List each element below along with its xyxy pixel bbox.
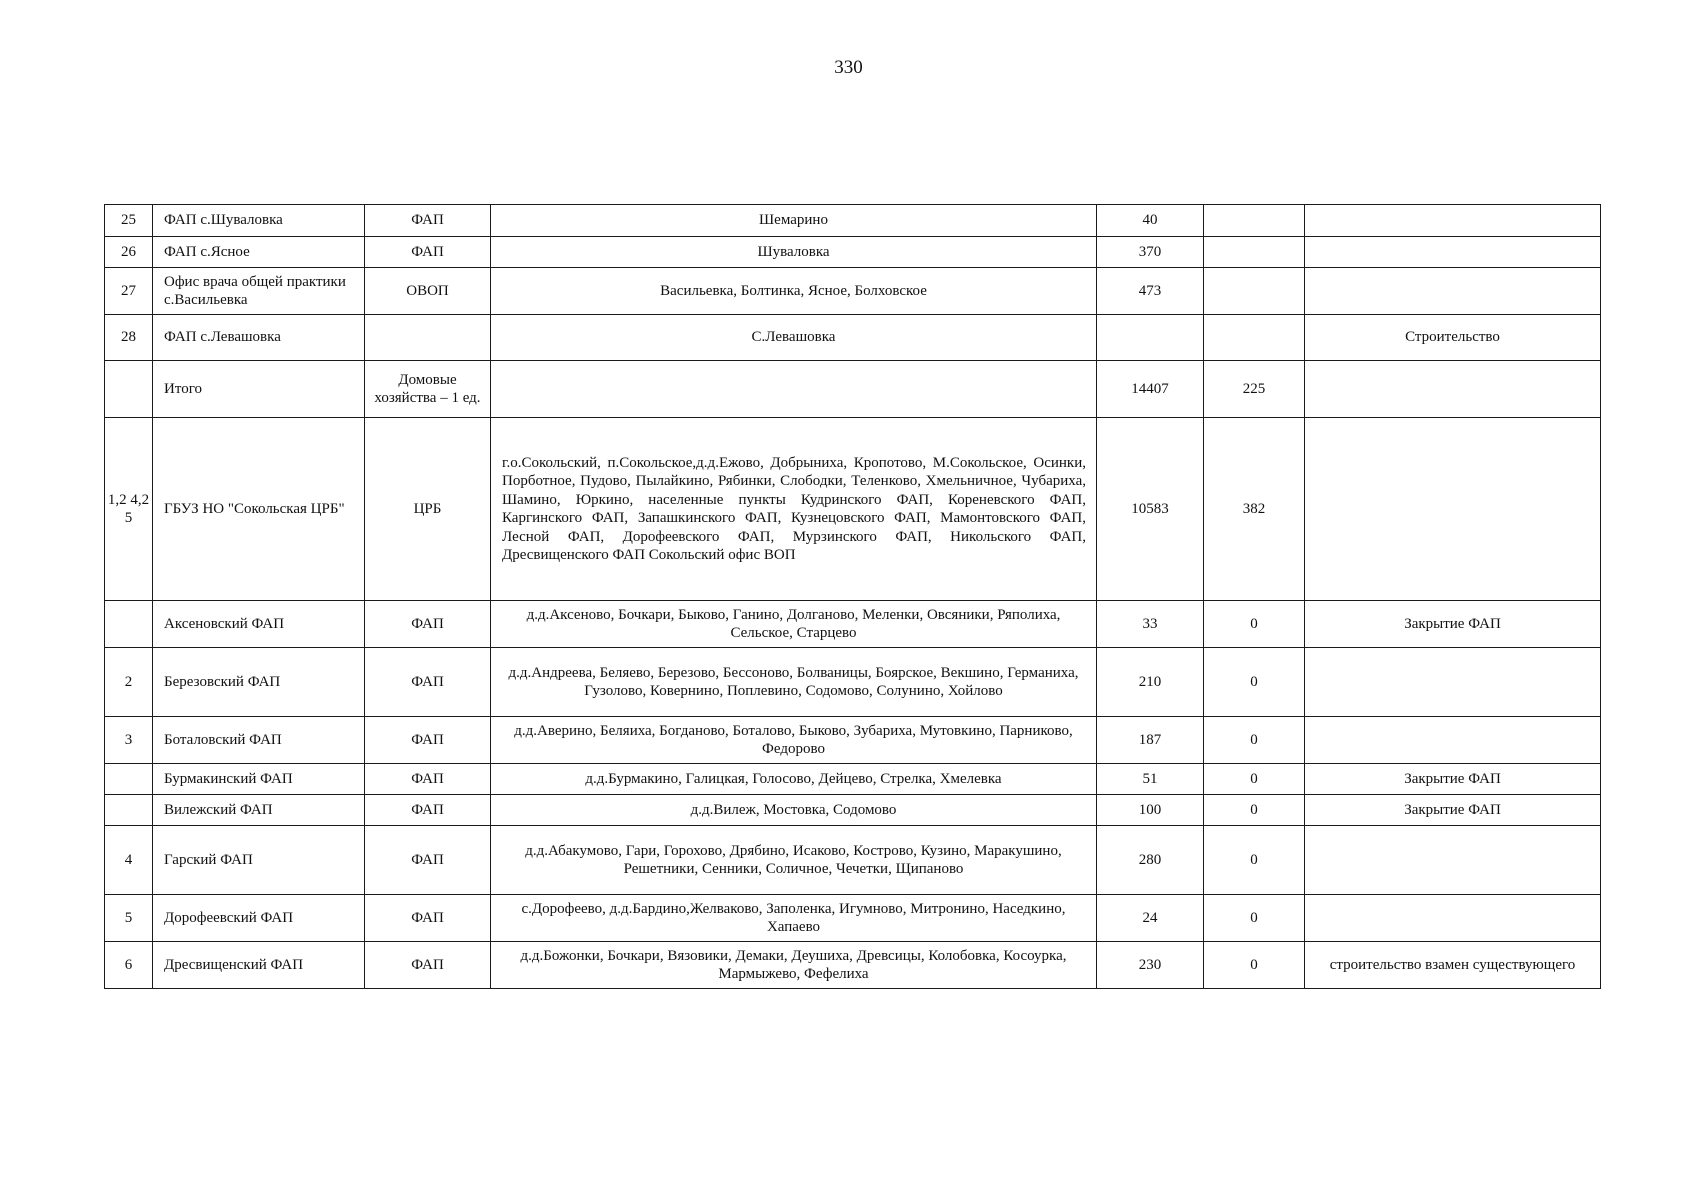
facility-type-cell: ФАП (365, 717, 491, 764)
value-cell: 0 (1204, 601, 1305, 648)
population-cell: 51 (1097, 764, 1204, 795)
value-cell: 0 (1204, 942, 1305, 989)
note-cell (1305, 648, 1601, 717)
row-number-cell: 25 (105, 205, 153, 237)
service-area-cell: Васильевка, Болтинка, Ясное, Болховское (491, 268, 1097, 315)
facility-name-cell: ФАП с.Ясное (153, 237, 365, 268)
value-cell: 0 (1204, 895, 1305, 942)
value-cell: 0 (1204, 764, 1305, 795)
value-cell (1204, 205, 1305, 237)
facilities-table (104, 204, 1601, 989)
row-number-cell (105, 795, 153, 826)
facility-type-cell: ОВОП (365, 268, 491, 315)
table-row (105, 361, 1601, 418)
population-cell: 10583 (1097, 418, 1204, 601)
note-cell: Закрытие ФАП (1305, 795, 1601, 826)
service-area-cell: д.д.Бурмакино, Галицкая, Голосово, Дейцево, Стрелка, Хмелевка (491, 764, 1097, 795)
facility-name-cell: ГБУЗ НО "Сокольская ЦРБ" (153, 418, 365, 601)
facility-type-cell: ФАП (365, 648, 491, 717)
facility-type-cell: ФАП (365, 795, 491, 826)
note-cell: строительство взамен существующего (1305, 942, 1601, 989)
table-row (105, 315, 1601, 361)
population-cell: 210 (1097, 648, 1204, 717)
facility-name-cell: ФАП с.Шуваловка (153, 205, 365, 237)
service-area-cell: Шуваловка (491, 237, 1097, 268)
value-cell: 0 (1204, 795, 1305, 826)
table-row (105, 648, 1601, 717)
note-cell (1305, 268, 1601, 315)
service-area-cell: С.Левашовка (491, 315, 1097, 361)
page-number: 330 (834, 57, 863, 78)
table-row (105, 826, 1601, 895)
facility-name-cell: Вилежский ФАП (153, 795, 365, 826)
note-cell (1305, 717, 1601, 764)
note-cell (1305, 361, 1601, 418)
note-cell (1305, 205, 1601, 237)
table-row (105, 205, 1601, 237)
table-row (105, 895, 1601, 942)
population-cell: 33 (1097, 601, 1204, 648)
value-cell: 0 (1204, 717, 1305, 764)
facility-name-cell: Аксеновский ФАП (153, 601, 365, 648)
facility-type-cell: ФАП (365, 942, 491, 989)
row-number-cell: 1,2 4,2 5 (105, 418, 153, 601)
facility-name-cell: ФАП с.Левашовка (153, 315, 365, 361)
note-cell (1305, 895, 1601, 942)
table-row (105, 237, 1601, 268)
population-cell: 100 (1097, 795, 1204, 826)
table-row (105, 268, 1601, 315)
facility-name-cell: Бурмакинский ФАП (153, 764, 365, 795)
row-number-cell: 6 (105, 942, 153, 989)
row-number-cell: 26 (105, 237, 153, 268)
facility-name-cell: Офис врача общей практики с.Васильевка (153, 268, 365, 315)
row-number-cell (105, 764, 153, 795)
table-row (105, 942, 1601, 989)
value-cell (1204, 315, 1305, 361)
facility-name-cell: Березовский ФАП (153, 648, 365, 717)
service-area-cell: д.д.Божонки, Бочкари, Вязовики, Демаки, Деушиха, Древсицы, Колобовка, Косоурка, Мармыжево, Фефелиха (491, 942, 1097, 989)
note-cell: Строительство (1305, 315, 1601, 361)
population-cell: 280 (1097, 826, 1204, 895)
note-cell: Закрытие ФАП (1305, 764, 1601, 795)
row-number-cell (105, 361, 153, 418)
row-number-cell: 5 (105, 895, 153, 942)
population-cell: 40 (1097, 205, 1204, 237)
population-cell: 473 (1097, 268, 1204, 315)
value-cell: 0 (1204, 648, 1305, 717)
population-cell (1097, 315, 1204, 361)
value-cell: 0 (1204, 826, 1305, 895)
service-area-cell: д.д.Аксеново, Бочкари, Быково, Ганино, Долганово, Меленки, Овсяники, Ряполиха, Сельское, Старцево (491, 601, 1097, 648)
service-area-cell: д.д.Аверино, Беляиха, Богданово, Боталово, Быково, Зубариха, Мутовкино, Парниково, Федорово (491, 717, 1097, 764)
table-row (105, 795, 1601, 826)
facility-name-cell: Дорофеевский ФАП (153, 895, 365, 942)
facility-type-cell: ФАП (365, 205, 491, 237)
service-area-cell: д.д.Абакумово, Гари, Горохово, Дрябино, Исаково, Кострово, Кузино, Маракушино, Решетники, Сенники, Соличное, Чечетки, Щипаново (491, 826, 1097, 895)
row-number-cell: 28 (105, 315, 153, 361)
service-area-cell: с.Дорофеево, д.д.Бардино,Желваково, Заполенка, Игумново, Митронино, Наседкино, Хапаево (491, 895, 1097, 942)
note-cell (1305, 418, 1601, 601)
facility-name-cell: Итого (153, 361, 365, 418)
facility-type-cell: ФАП (365, 895, 491, 942)
facility-type-cell: ФАП (365, 237, 491, 268)
facility-type-cell: ФАП (365, 826, 491, 895)
population-cell: 230 (1097, 942, 1204, 989)
value-cell (1204, 268, 1305, 315)
row-number-cell (105, 601, 153, 648)
note-cell (1305, 237, 1601, 268)
population-cell: 14407 (1097, 361, 1204, 418)
table-row (105, 418, 1601, 601)
facility-type-cell: ЦРБ (365, 418, 491, 601)
table-row (105, 764, 1601, 795)
note-cell (1305, 826, 1601, 895)
facility-type-cell: ФАП (365, 601, 491, 648)
value-cell (1204, 237, 1305, 268)
row-number-cell: 27 (105, 268, 153, 315)
service-area-cell: д.д.Андреева, Беляево, Березово, Бессоново, Болваницы, Боярское, Векшино, Германиха, Гузолово, Ковернино, Поплевино, Содомово, Солунино, Хойлово (491, 648, 1097, 717)
table-row (105, 717, 1601, 764)
value-cell: 225 (1204, 361, 1305, 418)
table-row (105, 601, 1601, 648)
population-cell: 187 (1097, 717, 1204, 764)
facility-type-cell (365, 315, 491, 361)
service-area-cell: д.д.Вилеж, Мостовка, Содомово (491, 795, 1097, 826)
service-area-cell: Шемарино (491, 205, 1097, 237)
row-number-cell: 4 (105, 826, 153, 895)
facility-name-cell: Дресвищенский ФАП (153, 942, 365, 989)
note-cell: Закрытие ФАП (1305, 601, 1601, 648)
value-cell: 382 (1204, 418, 1305, 601)
service-area-cell: г.о.Сокольский, п.Сокольское,д.д.Ежово, Добрыниха, Кропотово, М.Сокольское, Осинки, Порботное, Пудово, Пылайкино, Рябинки, Слободки, Теленково, Хмельничное, Чубариха, Шамино, Юркино, населенные пункты Кудринского ФАП, Кореневского ФАП, Каргинского ФАП, Запашкинского ФАП, Кузнецовского ФАП, Мамонтовского ФАП, Лесной ФАП, Дорофеевского ФАП, Мурзинского ФАП, Никольского ФАП, Дресвищенского ФАП Сокольский офис ВОП (491, 418, 1097, 601)
facility-name-cell: Боталовский ФАП (153, 717, 365, 764)
population-cell: 370 (1097, 237, 1204, 268)
row-number-cell: 2 (105, 648, 153, 717)
facility-name-cell: Гарский ФАП (153, 826, 365, 895)
row-number-cell: 3 (105, 717, 153, 764)
population-cell: 24 (1097, 895, 1204, 942)
facility-type-cell: Домовые хозяйства – 1 ед. (365, 361, 491, 418)
service-area-cell (491, 361, 1097, 418)
facility-type-cell: ФАП (365, 764, 491, 795)
